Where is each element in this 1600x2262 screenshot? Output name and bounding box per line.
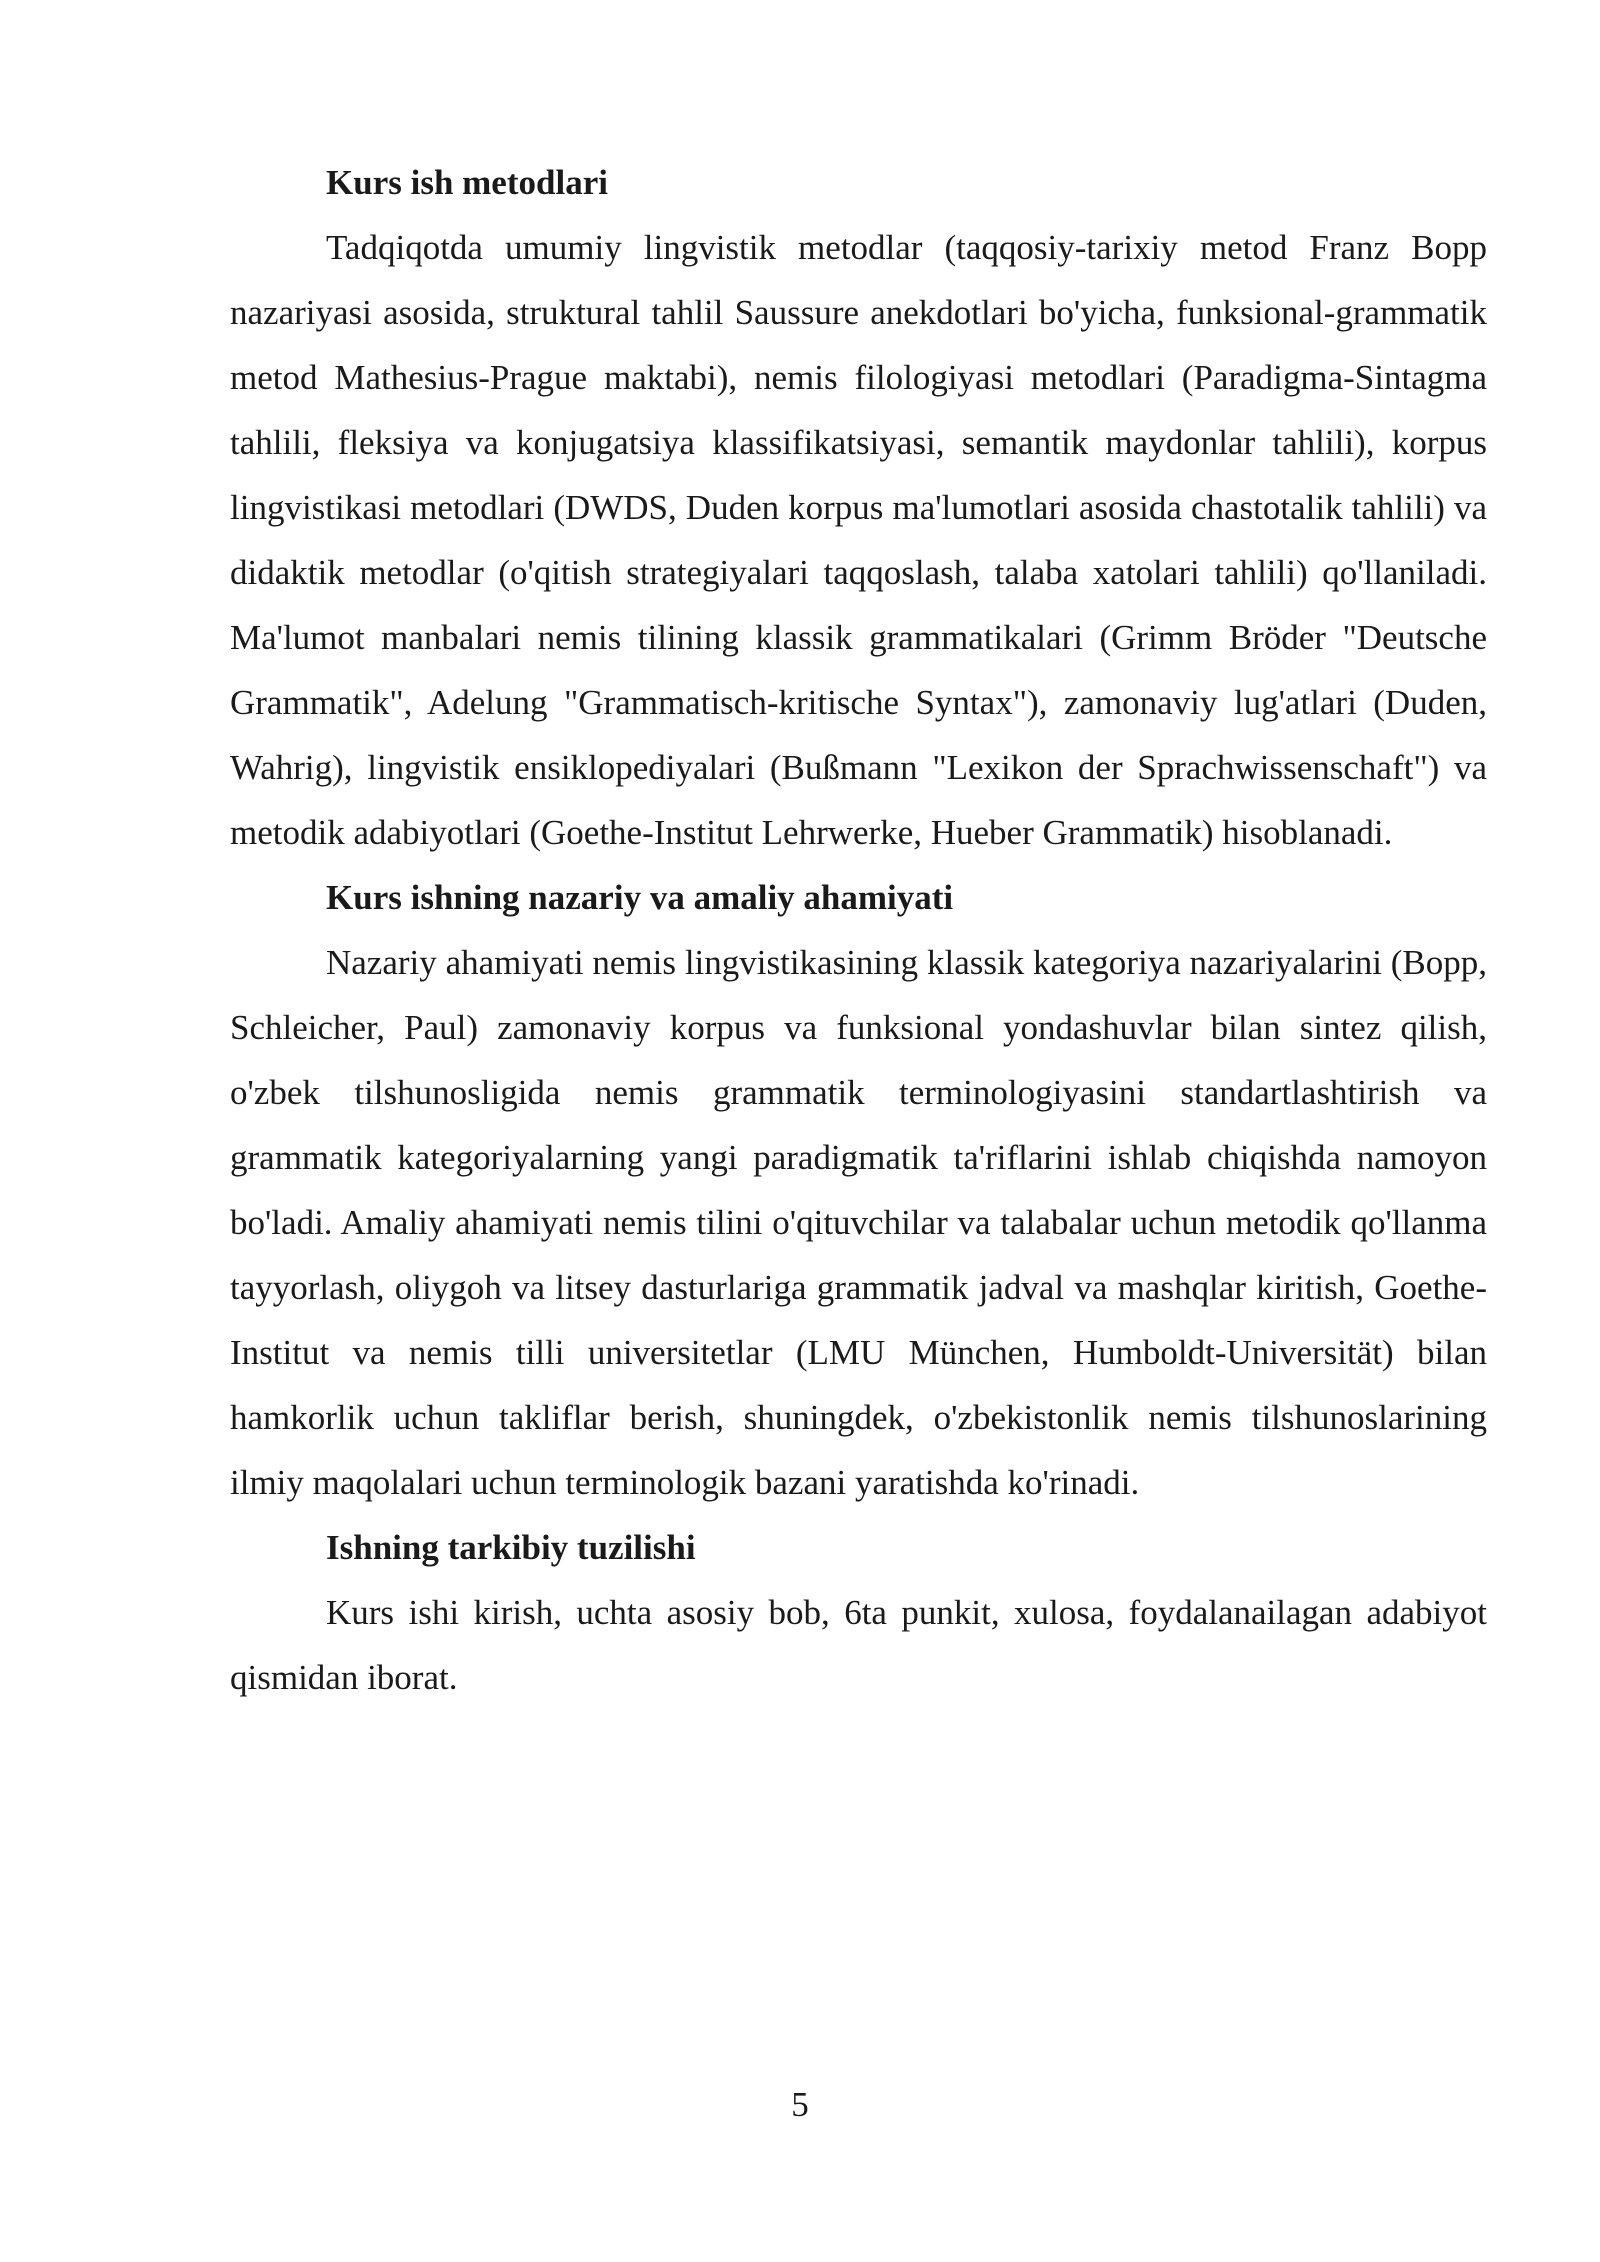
section-heading-methods: Kurs ish metodlari bbox=[326, 163, 608, 202]
section-heading-structure: Ishning tarkibiy tuzilishi bbox=[326, 1528, 696, 1567]
page-content bbox=[230, 150, 1487, 1710]
section-methods bbox=[230, 150, 1487, 865]
section-paragraph-structure: Kurs ishi kirish, uchta asosiy bob, 6ta punkit, xulosa, foydalanailagan adabiyot qismidan iborat. bbox=[230, 1593, 1487, 1697]
section-structure bbox=[230, 1515, 1487, 1710]
page-number: 5 bbox=[791, 2085, 809, 2124]
section-paragraph-methods: Tadqiqotda umumiy lingvistik metodlar (taqqosiy-tarixiy metod Franz Bopp nazariyasi asosida, struktural tahlil Saussure anekdotlari bo'yicha, funksional-grammatik metod Mathesius-Prague maktabi), nemis filologiyasi metodlari (Paradigma-Sintagma tahlili, fleksiya va konjugatsiya klassifikatsiyasi, semantik maydonlar tahlili), korpus lingvistikasi metodlari (DWDS, Duden korpus ma'lumotlari asosida chastotalik tahlili) va didaktik metodlar (o'qitish strategiyalari taqqoslash, talaba xatolari tahlili) qo'llaniladi. Ma'lumot manbalari nemis tilining klassik grammatikalari (Grimm Bröder "Deutsche Grammatik", Adelung "Grammatisch-kritische Syntax"), zamonaviy lug'atlari (Duden, Wahrig), lingvistik ensiklopediyalari (Bußmann "Lexikon der Sprachwissenschaft") va metodik adabiyotlari (Goethe-Institut Lehrwerke, Hueber Grammatik) hisoblanadi. bbox=[230, 228, 1487, 852]
section-heading-significance: Kurs ishning nazariy va amaliy ahamiyati bbox=[326, 878, 954, 917]
section-paragraph-significance: Nazariy ahamiyati nemis lingvistikasining klassik kategoriya nazariyalarini (Bopp, Schleicher, Paul) zamonaviy korpus va funksional yondashuvlar bilan sintez qilish, o'zbek tilshunosligida nemis grammatik terminologiyasini standartlashtirish va grammatik kategoriyalarning yangi paradigmatik ta'riflarini ishlab chiqishda namoyon bo'ladi. Amaliy ahamiyati nemis tilini o'qituvchilar va talabalar uchun metodik qo'llanma tayyorlash, oliygoh va litsey dasturlariga grammatik jadval va mashqlar kiritish, Goethe-Institut va nemis tilli universitetlar (LMU München, Humboldt-Universität) bilan hamkorlik uchun takliflar berish, shuningdek, o'zbekistonlik nemis tilshunoslarining ilmiy maqolalari uchun terminologik bazani yaratishda ko'rinadi. bbox=[230, 943, 1487, 1502]
section-significance bbox=[230, 865, 1487, 1515]
